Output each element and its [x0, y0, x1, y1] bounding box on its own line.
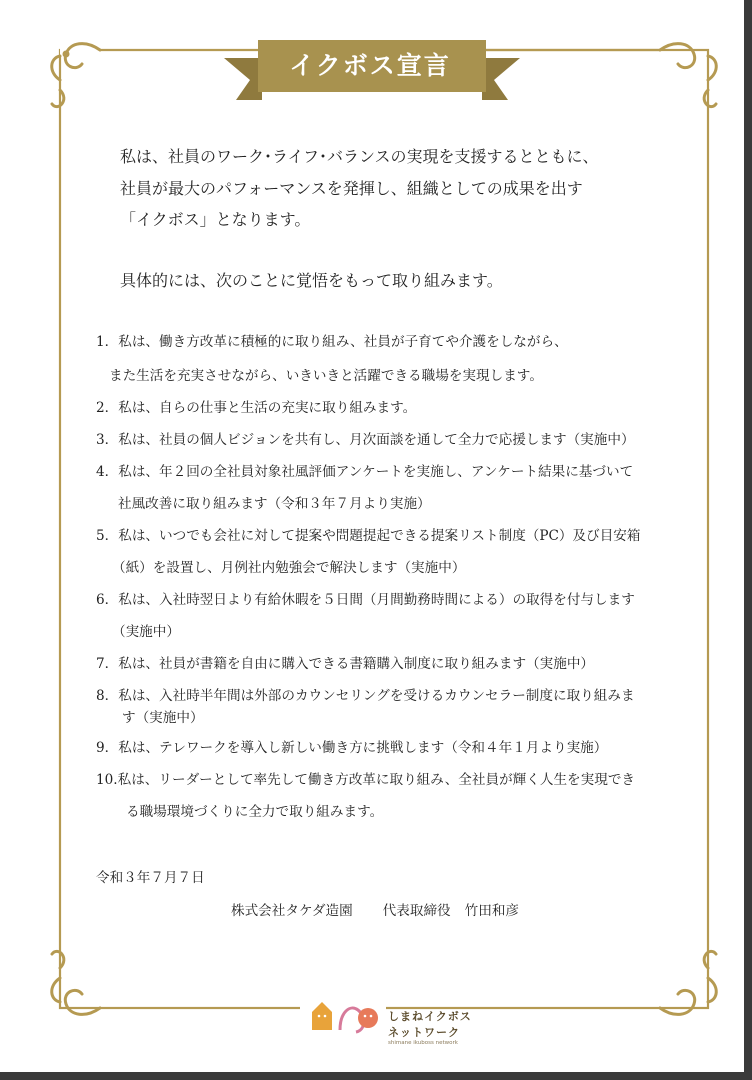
- logo-text-line1: しまねイクボス: [388, 1010, 472, 1023]
- list-item: [96, 332, 568, 352]
- representative-name: 竹田和彦: [464, 903, 520, 919]
- list-item: [96, 654, 594, 674]
- company-name: 株式会社タケダ造園: [231, 903, 353, 919]
- representative-title: 代表取締役: [382, 903, 451, 919]
- item-number: 1．: [96, 334, 119, 350]
- list-item: [96, 686, 635, 706]
- list-item-continuation: る職場環境づくりに全力で取り組みます。: [126, 804, 384, 820]
- list-item: [96, 398, 416, 418]
- signature-line: [231, 899, 519, 919]
- list-item: [96, 526, 641, 546]
- intro-line: 社員が最大のパフォーマンスを発揮し、組織としての成果を出す: [120, 178, 583, 198]
- list-item: [96, 770, 635, 790]
- item-number: 3．: [96, 432, 119, 448]
- list-item-continuation: 社風改善に取り組みます（令和３年７月より実施）: [118, 496, 431, 512]
- intro-paragraph: [120, 141, 680, 236]
- logo-text-line3: shimane ikuboss network: [388, 1040, 458, 1046]
- item-text: 私は、入社時半年間は外部のカウンセリングを受けるカウンセラー制度に取り組みま: [118, 688, 635, 704]
- ikuboss-logo-icon: [300, 1000, 386, 1040]
- item-number: 9．: [96, 740, 119, 756]
- item-text: 私は、テレワークを導入し新しい働き方に挑戦します（令和４年１月より実施）: [118, 740, 608, 756]
- commitment-line: 具体的には、次のことに覚悟をもって取り組みます。: [120, 271, 503, 290]
- item-number: 5．: [96, 528, 119, 544]
- list-item-continuation: また生活を充実させながら、いきいきと活躍できる職場を実現します。: [109, 368, 543, 384]
- item-text: 私は、働き方改革に積極的に取り組み、社員が子育てや介護をしながら、: [118, 334, 568, 350]
- list-item-continuation: （実施中）: [112, 624, 180, 640]
- banner-title: イクボス宣言: [289, 51, 451, 80]
- intro-line: 私は、社員のワーク･ライフ･バランスの実現を支援するとともに、: [120, 147, 599, 166]
- intro-line: 「イクボス」となります。: [120, 210, 311, 229]
- item-number: 7．: [96, 656, 119, 672]
- list-item: [96, 590, 635, 610]
- item-number: 8．: [96, 688, 119, 704]
- item-number: 2．: [96, 400, 119, 416]
- item-number: 4．: [96, 464, 119, 480]
- logo-text-line2: ネットワーク: [388, 1026, 460, 1039]
- list-item-continuation: す（実施中）: [122, 710, 204, 726]
- declaration-date: 令和３年７月７日: [96, 870, 205, 886]
- item-text: 私は、自らの仕事と生活の充実に取り組みます。: [118, 400, 417, 416]
- list-item: [96, 738, 607, 758]
- item-text: 私は、年２回の全社員対象社風評価アンケートを実施し、アンケート結果に基づいて: [118, 464, 634, 480]
- item-text: 私は、リーダーとして率先して働き方改革に取り組み、全社員が輝く人生を実現でき: [117, 772, 636, 788]
- item-text: 私は、社員の個人ビジョンを共有し、月次面談を通して全力で応援します（実施中）: [118, 432, 635, 448]
- list-item-continuation: （紙）を設置し、月例社内勉強会で解決します（実施中）: [112, 560, 466, 576]
- item-text: 私は、社員が書籍を自由に購入できる書籍購入制度に取り組みます（実施中）: [118, 656, 595, 672]
- list-item: [96, 462, 633, 482]
- item-number: 10.: [96, 772, 118, 788]
- list-item: [96, 430, 635, 450]
- item-text: 私は、入社時翌日より有給休暇を５日間（月間勤務時間による）の取得を付与します: [118, 592, 635, 608]
- item-number: 6．: [96, 592, 119, 608]
- item-text: 私は、いつでも会社に対して提案や問題提起できる提案リスト制度（PC）及び目安箱: [118, 528, 641, 544]
